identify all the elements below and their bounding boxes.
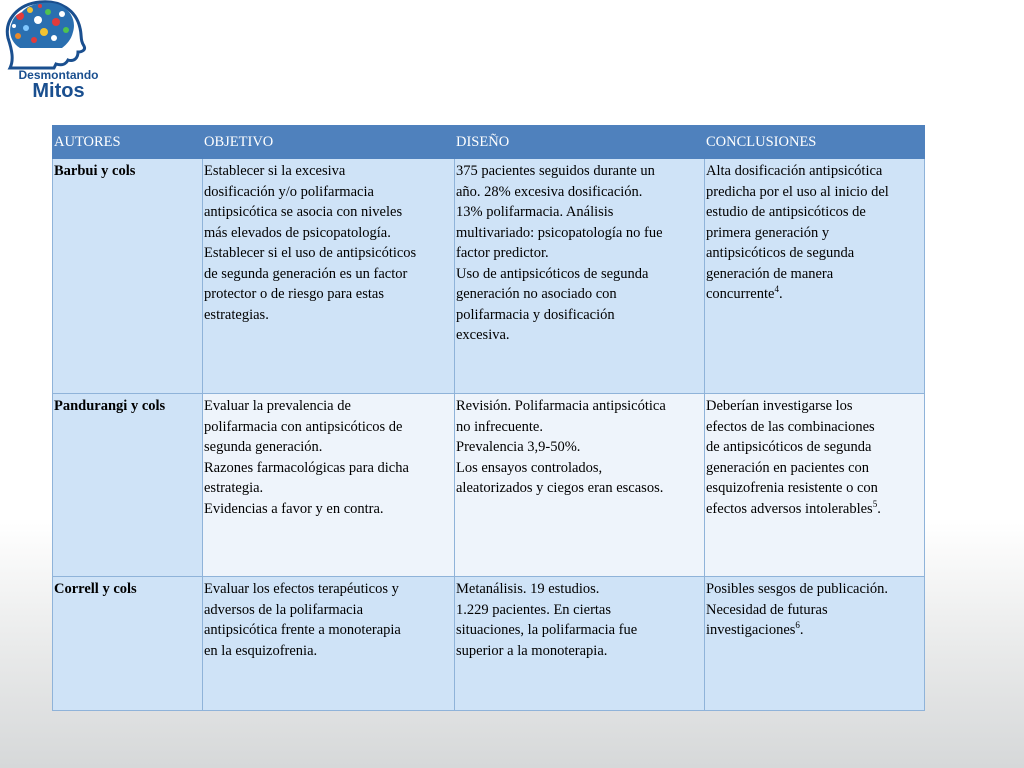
cell-text-line: de segunda generación es un factor: [204, 265, 408, 282]
cell-autores: Barbui y cols: [53, 159, 203, 394]
cell-text-line: efectos de las combinaciones: [706, 418, 875, 435]
cell-text-line: estudio de antipsicóticos de: [706, 204, 866, 220]
cell-text-line: generación en pacientes con: [706, 459, 870, 476]
cell-text-line: Los ensayos controlados,: [456, 459, 603, 476]
cell-text-line: Posibles sesgos de publicación.: [706, 581, 889, 597]
reference-number: 5: [872, 498, 878, 509]
cell-text-line: Evidencias a favor y en contra.: [204, 500, 384, 517]
logo: [0, 0, 117, 104]
cell-text-line: adversos de la polifarmacia: [204, 601, 364, 618]
cell-text-line: protector o de riesgo para estas: [204, 286, 384, 302]
cell-diseno: [455, 394, 705, 577]
cell-text-line: Necesidad de futuras: [706, 601, 828, 618]
cell-text-line: dosificación y/o polifarmacia: [204, 183, 374, 200]
cell-text-line: Deberían investigarse los: [706, 398, 853, 414]
table-row: [53, 394, 925, 577]
cell-diseno: [455, 577, 705, 711]
cell-text-line: polifarmacia con antipsicóticos de: [204, 418, 403, 435]
cell-text-line: Uso de antipsicóticos de segunda: [456, 265, 649, 282]
cell-autores: Correll y cols: [53, 577, 203, 711]
table-row: [53, 577, 925, 711]
cell-text-line: 13% polifarmacia. Análisis: [456, 204, 614, 220]
cell-text-line: Establecer si el uso de antipsicóticos: [204, 245, 417, 261]
cell-text-line: 375 pacientes seguidos durante un: [456, 163, 655, 179]
cell-text-line: aleatorizados y ciegos eran escasos.: [456, 480, 664, 496]
cell-text-line: esquizofrenia resistente o con: [706, 480, 878, 496]
cell-text-line: Alta dosificación antipsicótica: [706, 163, 883, 179]
reference-number: 4: [774, 284, 779, 295]
cell-objetivo: [203, 577, 455, 711]
header-conclusiones: CONCLUSIONES: [705, 126, 925, 159]
cell-text-line: investigaciones$^6$.: [706, 620, 804, 638]
logo-line-2: Mitos: [32, 80, 85, 102]
cell-text-line: superior a la monoterapia.: [456, 642, 608, 659]
cell-text-line: situaciones, la polifarmacia fue: [456, 622, 638, 638]
cell-text-line: polifarmacia y dosificación: [456, 306, 615, 323]
cell-text-line: no infrecuente.: [456, 418, 543, 435]
cell-text-line: estrategia.: [204, 480, 264, 496]
cell-text-line: Razones farmacológicas para dicha: [204, 459, 409, 476]
header-diseno: DISEÑO: [455, 126, 705, 159]
cell-text-line: segunda generación.: [204, 439, 323, 455]
cell-autores: Pandurangi y cols: [53, 394, 203, 577]
cell-text-line: predicha por el uso al inicio del: [706, 183, 889, 200]
cell-text-line: concurrente$^4$.: [706, 284, 783, 302]
header-objetivo: OBJETIVO: [203, 126, 455, 159]
cell-text-line: Evaluar la prevalencia de: [204, 398, 351, 414]
logo-line-1: Desmontando: [18, 68, 99, 82]
cell-text-line: Evaluar los efectos terapéuticos y: [204, 581, 399, 597]
cell-text-line: generación de manera: [706, 265, 834, 282]
cell-objetivo: [203, 394, 455, 577]
cell-text-line: 1.229 pacientes. En ciertas: [456, 601, 612, 618]
cell-text-line: Establecer si la excesiva: [204, 163, 346, 179]
cell-text-line: generación no asociado con: [456, 286, 617, 302]
cell-diseno: [455, 159, 705, 394]
cell-text-line: antipsicótica frente a monoterapia: [204, 622, 401, 638]
cell-text-line: antipsicóticos de segunda: [706, 245, 855, 261]
cell-text-line: de antipsicóticos de segunda: [706, 439, 872, 455]
cell-conclusiones: [705, 394, 925, 577]
cell-text-line: antipsicótica se asocia con niveles: [204, 204, 403, 220]
cell-objetivo: [203, 159, 455, 394]
cell-conclusiones: [705, 577, 925, 711]
cell-text-line: Prevalencia 3,9-50%.: [456, 439, 581, 455]
cell-text-line: excesiva.: [456, 327, 510, 343]
cell-text-line: Metanálisis. 19 estudios.: [456, 581, 600, 597]
cell-text-line: más elevados de psicopatología.: [204, 224, 391, 241]
cell-text-line: multivariado: psicopatología no fue: [456, 224, 663, 241]
cell-text-line: año. 28% excesiva dosificación.: [456, 183, 643, 200]
table-header-row: [53, 126, 925, 159]
reference-number: 6: [795, 620, 800, 631]
cell-text-line: factor predictor.: [456, 245, 549, 261]
table-row: [53, 159, 925, 394]
cell-text-line: Revisión. Polifarmacia antipsicótica: [456, 398, 666, 414]
studies-table: [52, 125, 925, 711]
header-autores: AUTORES: [53, 126, 203, 159]
cell-text-line: en la esquizofrenia.: [204, 642, 318, 659]
cell-text-line: efectos adversos intolerables$^5$.: [706, 498, 881, 517]
cell-text-line: estrategias.: [204, 306, 269, 323]
cell-text-line: primera generación y: [706, 224, 830, 241]
cell-conclusiones: [705, 159, 925, 394]
